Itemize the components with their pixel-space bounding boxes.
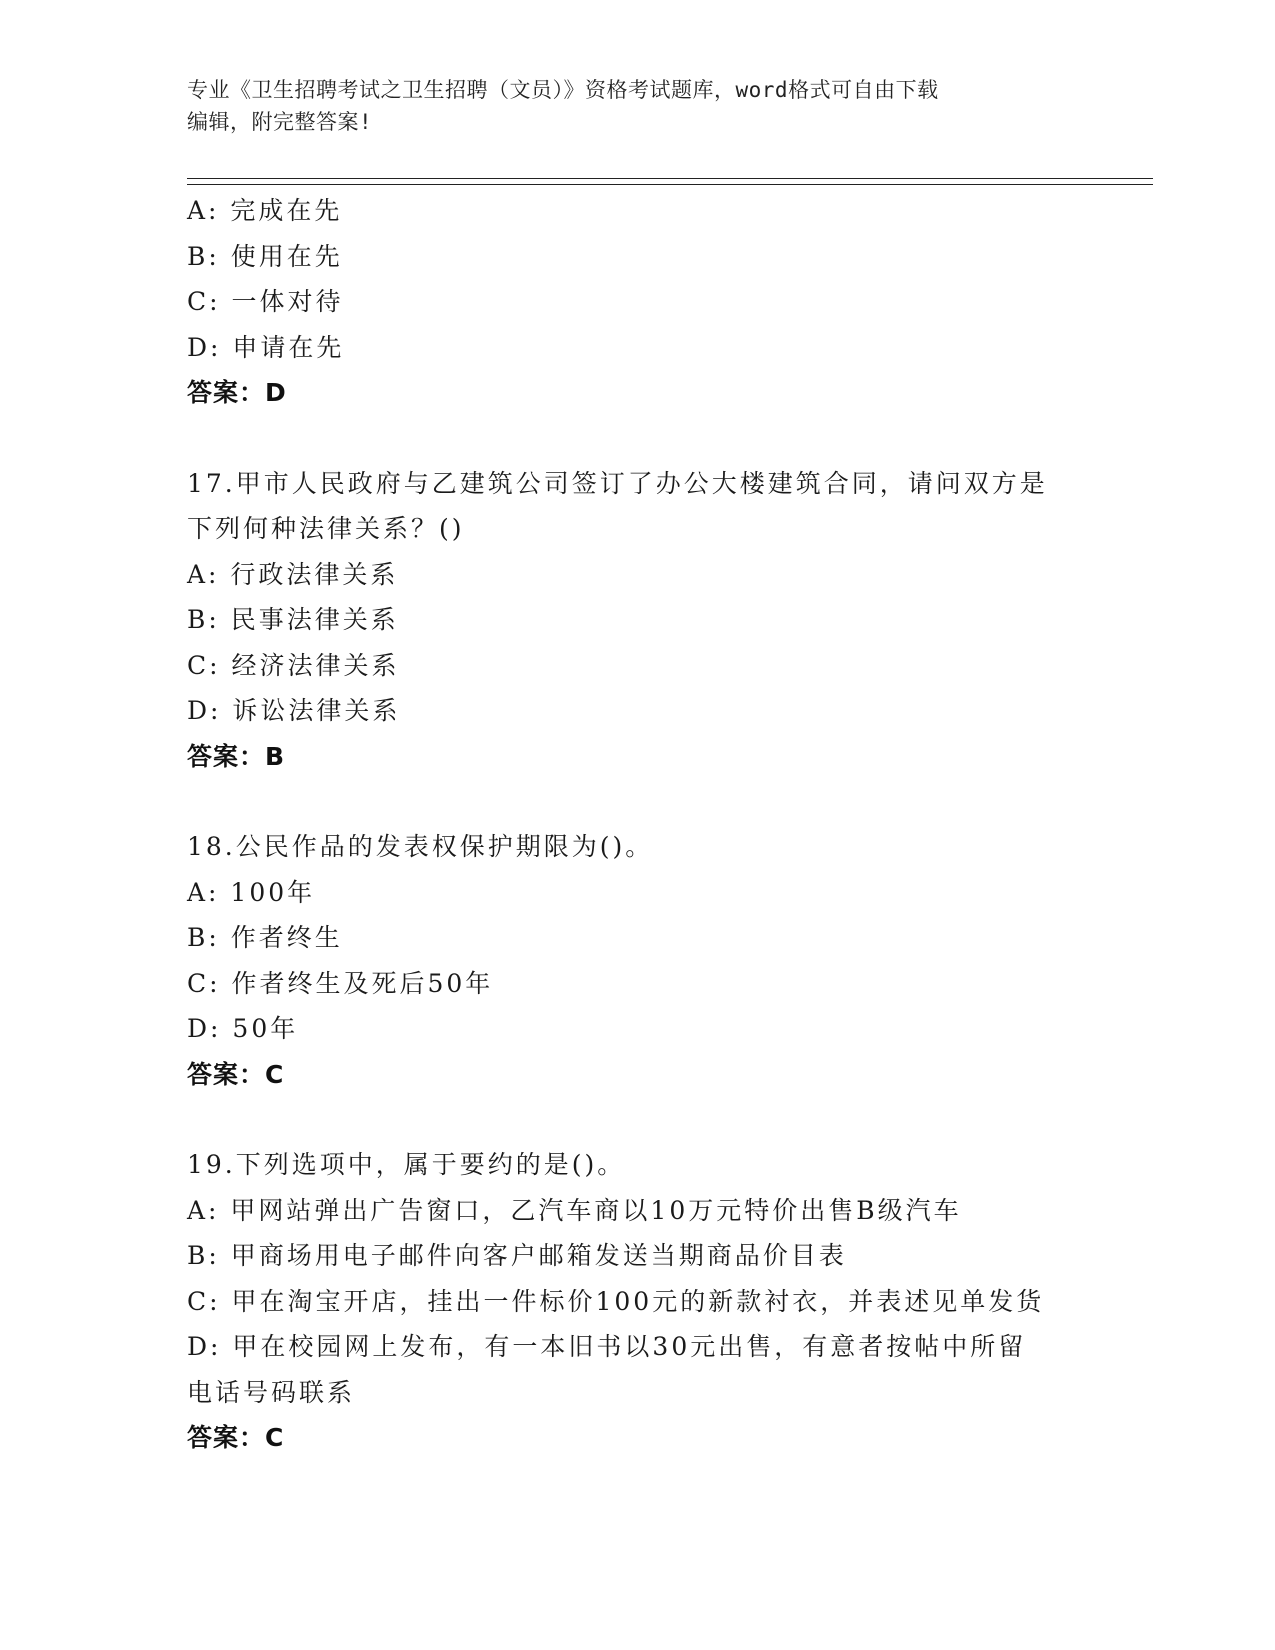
header-divider-bottom xyxy=(187,184,1153,185)
option-a: A: 完成在先 xyxy=(187,196,343,225)
option-d: D: 甲在校园网上发布，有一本旧书以30元出售，有意者按帖中所留 xyxy=(187,1332,1027,1361)
document-header xyxy=(187,74,1067,138)
option-c: C: 作者终生及死后50年 xyxy=(187,968,494,998)
question-16 xyxy=(187,188,1087,416)
header-title-line-1: 专业《卫生招聘考试之卫生招聘（文员）》资格考试题库，word格式可自由下载 xyxy=(187,78,939,102)
question-17 xyxy=(187,461,1087,780)
option-d: D: 50年 xyxy=(187,1014,299,1043)
option-b: B: 民事法律关系 xyxy=(187,605,399,634)
option-c: C: 经济法律关系 xyxy=(187,650,400,680)
header-divider-top xyxy=(187,178,1153,179)
answer-label: 答案：B xyxy=(187,741,286,771)
option-a: A: 甲网站弹出广告窗口，乙汽车商以10万元特价出售B级汽车 xyxy=(187,1195,962,1225)
answer-label: 答案：C xyxy=(187,1423,285,1452)
question-18 xyxy=(187,824,1087,1097)
question-list xyxy=(187,188,1087,1461)
option-b: B: 甲商场用电子邮件向客户邮箱发送当期商品价目表 xyxy=(187,1241,847,1270)
option-d: D: 申请在先 xyxy=(187,332,345,362)
option-d-continued: 电话号码联系 xyxy=(187,1377,356,1407)
option-b: B: 使用在先 xyxy=(187,241,343,271)
answer-label: 答案：C xyxy=(187,1059,285,1089)
option-c: C: 甲在淘宝开店，挂出一件标价100元的新款衬衣，并表述见单发货 xyxy=(187,1286,1045,1316)
answer-label: 答案：D xyxy=(187,378,287,407)
question-19 xyxy=(187,1142,1087,1461)
question-spacer xyxy=(187,1097,1087,1142)
question-stem: 17.甲市人民政府与乙建筑公司签订了办公大楼建筑合同，请问双方是 xyxy=(187,468,1048,498)
option-c: C: 一体对待 xyxy=(187,287,344,316)
option-b: B: 作者终生 xyxy=(187,923,343,952)
header-title-line-2: 编辑，附完整答案! xyxy=(187,110,373,134)
question-stem: 19.下列选项中，属于要约的是()。 xyxy=(187,1150,626,1179)
option-a: A: 100年 xyxy=(187,877,316,907)
option-d: D: 诉讼法律关系 xyxy=(187,696,401,725)
question-stem-continued: 下列何种法律关系？() xyxy=(187,514,465,543)
question-spacer xyxy=(187,779,1087,824)
question-stem: 18.公民作品的发表权保护期限为()。 xyxy=(187,832,654,861)
question-spacer xyxy=(187,416,1087,461)
option-a: A: 行政法律关系 xyxy=(187,559,399,589)
